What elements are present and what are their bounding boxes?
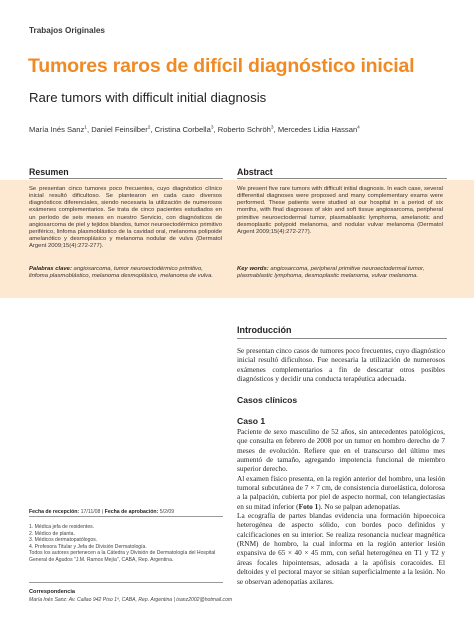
case1-heading: Caso 1 [237,416,266,426]
author: Roberto Schröh [217,125,271,134]
abstract-keywords [237,266,443,280]
footnote-item: 1. Médica jefa de residentes. [29,524,95,530]
abstract-heading: Abstract [237,167,273,177]
case1-paragraph: La ecografía de partes blandas evidencia una formación hipoecoica heterogénea de aspecto sólido, con bordes poco definidos y calcificaciones en su interior. Se realiza resonancia nuclear magnética (RNM) de hombro, la cual informa en la región anterior lesión expansiva de 65 × 40 × 45 mm, con señal heterogénea en T1 y T2 y áreas focales hipointensas, adosada a la apófisis coracoides. El deltoides y el pectoral mayor se sitúan superficialmente a la lesión. No se observan adenopatías axilares. [237,511,445,586]
received-label: Fecha de recepción: [29,509,80,515]
photo-ref-link: Foto 1 [298,501,319,511]
approved-date: 5/2/09 [159,509,175,515]
correspondence-heading: Correspondencia [29,589,76,595]
authors-line: María Inés Sanz$^1$, Daniel Feinsilber$^2$, Cristina Corbella$^3$, Roberto Schröh$^3$, Mercedes Lidia Hassan$^4$ [29,125,360,134]
abstract-body: We present five rare tumors with difficult initial diagnosis. In each case, several differential diagnoses were proposed and many complementary exams were performed. These patients were studied at our hospital in a period of six months, with final diagnoses of skin and soft tissue angiosarcoma, peripheral primitive neuroectodermal tumor, plasmablastic lymphoma, amelanotic and desmoplastic polypoid melanoma, and nodular vulvar melanoma (Dermatol Argent 2009;15(4):272-277). [237,186,443,235]
case1-paragraph: Paciente de sexo masculino de 52 años, sin antecedentes patológicos, que consulta en febrero de 2008 por un tumor en hombro derecho de 7 meses de evolución. Refiere que en el transcurso del último mes aumentó de tamaño, agregando impotencia funcional de miembro superior derecho. [237,427,445,474]
author: Cristina Corbella [154,125,211,134]
resumen-rule [29,178,223,179]
keywords-label: Palabras clave: [29,266,72,272]
footnote-item: 4. Profesora Titular y Jefa de División Dermatología. [29,543,147,550]
approved-label: Fecha de aprobación: [104,509,159,515]
case1-p2-start: Al examen físico presenta, en la región anterior del hombro, una lesión tumoral subcutánea de 7 × 7 cm, de consistencia duroelástica, dolorosa a la palpación, cubierta por piel de aspecto normal, con telangiectasias en su mitad inferior ( [237,473,445,511]
resumen-body: Se presentan cinco tumores poco frecuentes, cuyo diagnóstico clínico inicial resultó dificultoso. Se plantearon en cada caso diversos diagnósticos diferenciales, siendo necesaria la utilización de numerosos exámenes complementarios. Se trata de cinco pacientes estudiados en un período de seis meses en nuestro Servicio, con diagnósticos de angiosarcoma de piel y tejidos blandos, tumor neuroectodérmico primitivo periférico, linfoma plasmoblástico de la cavidad oral, melanoma polipoide amelanótico y desmoplásico y melanoma nodular de vulva (Dermatol Argent 2009;15(4):272-277). [29,186,222,250]
case1-paragraph [237,474,445,511]
resumen-keywords [29,266,222,280]
intro-rule [237,338,447,339]
footnotes [29,524,223,563]
author: Daniel Feinsilber [91,125,148,134]
intro-text: Se presentan cinco casos de tumores poco frecuentes, cuyo diagnóstico inicial resultó dificultoso. Fue necesaria la utilización de numerosos exámenes complementarios a fin de descartar otros posibles diagnósticos y decidir una conducta terapéutica adecuada. [237,346,445,384]
keywords-text: angiosarcoma, tumor neuroectodérmico primitivo, linfoma plasmoblástico, melanoma desmoplásico, melanoma de vulva. [29,266,214,280]
article-title: Tumores raros de difícil diagnóstico inicial [28,55,415,77]
author-mark: 3 [270,125,274,131]
author-mark: 1 [84,125,87,131]
keywords-text: angiosarcoma, peripheral primitive neuroectodermal tumor, plasmablastic lymphoma, desmoplastic melanoma, vulvar melanoma. [237,266,425,280]
intro-heading: Introducción [237,325,292,335]
case1-text [237,427,445,586]
author-mark: 2 [147,125,151,131]
dates-line: Fecha de recepción: 17/11/08 | Fecha de aprobación: 5/2/09 [29,509,175,515]
case1-p2-end: ). No se palpan adenopatías. [318,501,401,511]
cases-heading: Casos clínicos [237,395,298,405]
footnote-item: Todos los autores pertenecen a la Cátedra y División de Dermatología del Hospital General de Agudos "J.M. Ramos Mejía", CABA, Rep. Argentina. [29,550,216,563]
section-label: Trabajos Originales [29,26,105,35]
correspondence-rule [29,582,223,583]
article-subtitle: Rare tumors with difficult initial diagnosis [29,90,267,105]
abstract-rule [237,178,447,179]
correspondence-text: María Inés Sanz: Av. Callao 942 Piso 1º, CABA, Rep. Argentina | isanz2002@hotmail.com [29,597,233,603]
resumen-heading: Resumen [29,167,69,177]
author-mark: 4 [357,125,360,131]
author: María Inés Sanz [29,125,85,134]
footnote-rule [29,516,223,517]
keywords-label: Key words: [237,266,269,272]
footnote-item: 2. Médico de planta. [29,530,75,537]
author-mark: 3 [210,125,214,131]
received-date: 17/11/08 [80,509,101,515]
footnote-item: 3. Médicos dermatopatólogos. [29,537,98,543]
author: Mercedes Lidia Hassan [277,125,358,134]
